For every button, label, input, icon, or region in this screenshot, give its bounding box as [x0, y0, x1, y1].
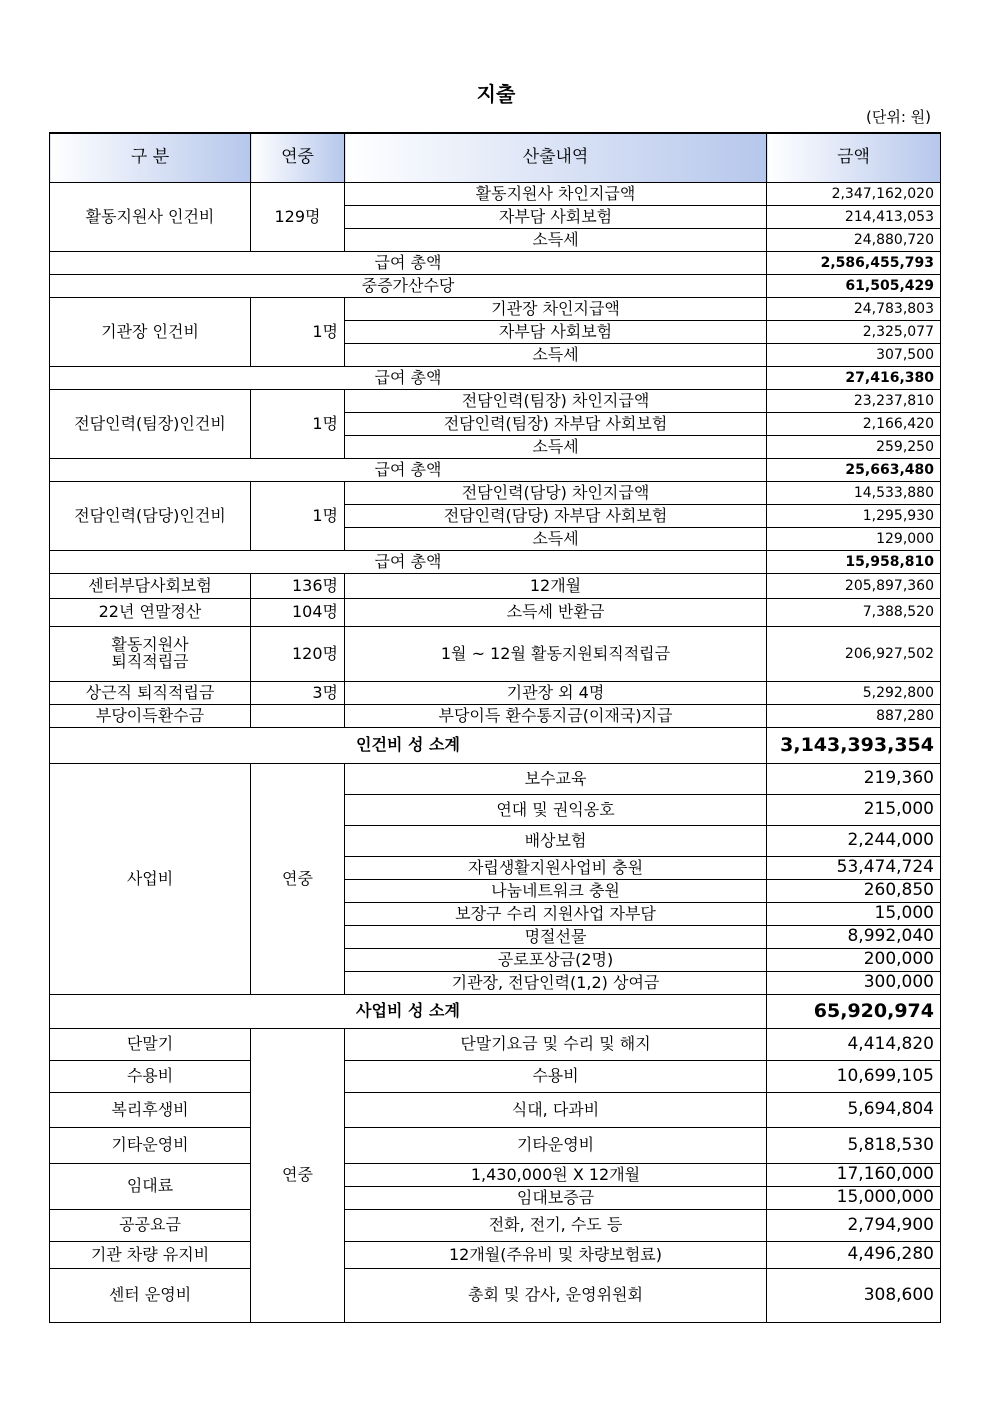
total-row	[50, 459, 941, 482]
amount-cell: 2,794,900	[767, 1210, 941, 1242]
detail-cell: 기타운영비	[345, 1128, 767, 1164]
table-row	[50, 1164, 941, 1187]
detail-cell: 기관장 차인지급액	[345, 298, 767, 321]
detail-cell: 보장구 수리 지원사업 자부담	[345, 903, 767, 926]
amount-cell: 53,474,724	[767, 857, 941, 880]
amount-cell: 308,600	[767, 1269, 941, 1323]
count-cell: 1명	[251, 390, 345, 459]
amount-cell: 23,237,810	[767, 390, 941, 413]
count-cell: 연중	[251, 1029, 345, 1323]
detail-cell: 나눔네트워크 충원	[345, 880, 767, 903]
count-cell: 104명	[251, 599, 345, 627]
amount-cell: 14,533,880	[767, 482, 941, 505]
amount-cell: 129,000	[767, 528, 941, 551]
unit-label: (단위: 원)	[866, 108, 931, 126]
category-cell: 공공요금	[50, 1210, 251, 1242]
detail-cell: 명절선물	[345, 926, 767, 949]
amount-cell: 5,818,530	[767, 1128, 941, 1164]
detail-cell: 공로포상금(2명)	[345, 949, 767, 972]
extra-amount: 61,505,429	[767, 275, 941, 298]
total-amount: 27,416,380	[767, 367, 941, 390]
table-row	[50, 1128, 941, 1164]
detail-cell: 1,430,000원 X 12개월	[345, 1164, 767, 1187]
amount-cell: 206,927,502	[767, 627, 941, 682]
count-cell: 3명	[251, 682, 345, 705]
detail-cell: 식대, 다과비	[345, 1093, 767, 1128]
extra-label: 중증가산수당	[50, 275, 767, 298]
detail-cell: 자립생활지원사업비 충원	[345, 857, 767, 880]
category-cell: 기타운영비	[50, 1128, 251, 1164]
amount-cell: 5,694,804	[767, 1093, 941, 1128]
category-cell: 활동지원사 퇴직적립금	[50, 627, 251, 682]
detail-cell: 소득세 반환금	[345, 599, 767, 627]
amount-cell: 2,244,000	[767, 826, 941, 857]
table-row	[50, 298, 941, 321]
subtotal-row	[50, 995, 941, 1029]
header-amount: 금액	[767, 133, 941, 183]
amount-cell: 10,699,105	[767, 1061, 941, 1093]
detail-cell: 전담인력(팀장) 차인지급액	[345, 390, 767, 413]
amount-cell: 200,000	[767, 949, 941, 972]
amount-cell: 300,000	[767, 972, 941, 995]
header-detail: 산출내역	[345, 133, 767, 183]
table-row	[50, 1061, 941, 1093]
category-cell: 기관 차량 유지비	[50, 1242, 251, 1269]
total-label: 급여 총액	[50, 367, 767, 390]
category-cell: 상근직 퇴직적립금	[50, 682, 251, 705]
table-row	[50, 764, 941, 795]
personnel-subtotal-amount: 3,143,393,354	[767, 728, 941, 764]
detail-cell: 부당이득 환수통지금(이재국)지급	[345, 705, 767, 728]
subtotal-row	[50, 728, 941, 764]
amount-cell: 260,850	[767, 880, 941, 903]
table-row	[50, 390, 941, 413]
detail-cell: 소득세	[345, 528, 767, 551]
amount-cell: 887,280	[767, 705, 941, 728]
table-row	[50, 1093, 941, 1128]
header-category: 구 분	[50, 133, 251, 183]
category-cell: 센터 운영비	[50, 1269, 251, 1323]
category-cell: 사업비	[50, 764, 251, 995]
table-row	[50, 482, 941, 505]
amount-cell: 7,388,520	[767, 599, 941, 627]
table-row	[50, 1210, 941, 1242]
category-cell: 단말기	[50, 1029, 251, 1061]
category-cell: 22년 연말정산	[50, 599, 251, 627]
count-cell: 120명	[251, 627, 345, 682]
detail-cell: 기관장, 전담인력(1,2) 상여금	[345, 972, 767, 995]
category-cell: 수용비	[50, 1061, 251, 1093]
amount-cell: 4,414,820	[767, 1029, 941, 1061]
category-cell: 활동지원사 인건비	[50, 183, 251, 252]
amount-cell: 17,160,000	[767, 1164, 941, 1187]
category-cell: 전담인력(담당)인건비	[50, 482, 251, 551]
total-row	[50, 367, 941, 390]
total-amount: 2,586,455,793	[767, 252, 941, 275]
category-cell: 임대료	[50, 1164, 251, 1210]
category-cell: 센터부담사회보험	[50, 574, 251, 599]
detail-cell: 배상보험	[345, 826, 767, 857]
table-row	[50, 1269, 941, 1323]
count-cell	[251, 705, 345, 728]
business-subtotal-label: 사업비 성 소계	[50, 995, 767, 1029]
table-row	[50, 183, 941, 206]
total-row	[50, 551, 941, 574]
category-cell: 복리후생비	[50, 1093, 251, 1128]
count-cell: 129명	[251, 183, 345, 252]
count-cell: 1명	[251, 482, 345, 551]
detail-cell: 총회 및 감사, 운영위원회	[345, 1269, 767, 1323]
table-row	[50, 574, 941, 599]
amount-cell: 2,347,162,020	[767, 183, 941, 206]
page-title: 지출	[476, 82, 516, 106]
amount-cell: 15,000,000	[767, 1187, 941, 1210]
table-row	[50, 627, 941, 682]
business-subtotal-amount: 65,920,974	[767, 995, 941, 1029]
count-cell: 1명	[251, 298, 345, 367]
detail-cell: 수용비	[345, 1061, 767, 1093]
detail-cell: 전담인력(팀장) 자부담 사회보험	[345, 413, 767, 436]
table-header-row	[50, 133, 941, 183]
detail-cell: 소득세	[345, 344, 767, 367]
category-cell: 전담인력(팀장)인건비	[50, 390, 251, 459]
expense-table	[49, 132, 941, 1323]
detail-cell: 임대보증금	[345, 1187, 767, 1210]
detail-cell: 1월 ~ 12월 활동지원퇴직적립금	[345, 627, 767, 682]
amount-cell: 1,295,930	[767, 505, 941, 528]
detail-cell: 자부담 사회보험	[345, 206, 767, 229]
amount-cell: 24,783,803	[767, 298, 941, 321]
detail-cell: 소득세	[345, 436, 767, 459]
detail-cell: 활동지원사 차인지급액	[345, 183, 767, 206]
amount-cell: 215,000	[767, 795, 941, 826]
personnel-subtotal-label: 인건비 성 소계	[50, 728, 767, 764]
table-row	[50, 682, 941, 705]
amount-cell: 24,880,720	[767, 229, 941, 252]
detail-cell: 보수교육	[345, 764, 767, 795]
amount-cell: 307,500	[767, 344, 941, 367]
count-cell: 연중	[251, 764, 345, 995]
table-row	[50, 599, 941, 627]
header-period: 연중	[251, 133, 345, 183]
amount-cell: 219,360	[767, 764, 941, 795]
amount-cell: 259,250	[767, 436, 941, 459]
detail-cell: 전담인력(담당) 차인지급액	[345, 482, 767, 505]
total-amount: 25,663,480	[767, 459, 941, 482]
amount-cell: 4,496,280	[767, 1242, 941, 1269]
detail-cell: 연대 및 권익옹호	[345, 795, 767, 826]
detail-cell: 소득세	[345, 229, 767, 252]
amount-cell: 15,000	[767, 903, 941, 926]
detail-cell: 기관장 외 4명	[345, 682, 767, 705]
count-cell: 136명	[251, 574, 345, 599]
amount-cell: 5,292,800	[767, 682, 941, 705]
detail-cell: 자부담 사회보험	[345, 321, 767, 344]
total-amount: 15,958,810	[767, 551, 941, 574]
total-label: 급여 총액	[50, 252, 767, 275]
detail-cell: 12개월	[345, 574, 767, 599]
table-row	[50, 275, 941, 298]
table-row	[50, 705, 941, 728]
detail-cell: 12개월(주유비 및 차량보험료)	[345, 1242, 767, 1269]
detail-cell: 전담인력(담당) 자부담 사회보험	[345, 505, 767, 528]
amount-cell: 205,897,360	[767, 574, 941, 599]
amount-cell: 2,166,420	[767, 413, 941, 436]
total-label: 급여 총액	[50, 551, 767, 574]
total-row	[50, 252, 941, 275]
table-row	[50, 1242, 941, 1269]
amount-cell: 8,992,040	[767, 926, 941, 949]
category-cell: 부당이득환수금	[50, 705, 251, 728]
amount-cell: 214,413,053	[767, 206, 941, 229]
total-label: 급여 총액	[50, 459, 767, 482]
category-cell: 기관장 인건비	[50, 298, 251, 367]
detail-cell: 전화, 전기, 수도 등	[345, 1210, 767, 1242]
table-row	[50, 1029, 941, 1061]
detail-cell: 단말기요금 및 수리 및 해지	[345, 1029, 767, 1061]
amount-cell: 2,325,077	[767, 321, 941, 344]
